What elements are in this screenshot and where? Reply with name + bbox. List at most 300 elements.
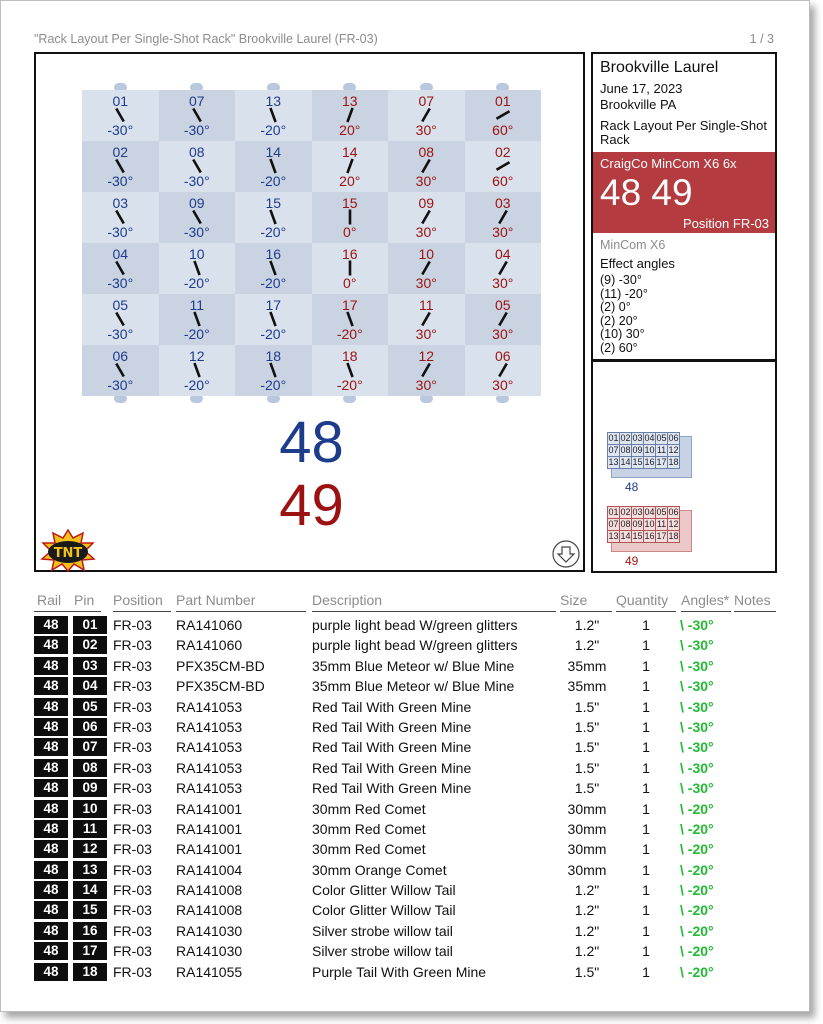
cell-angle: \ -30° (680, 739, 714, 756)
rack-cell (235, 294, 312, 345)
cell-number: 06 (494, 348, 511, 364)
cell-description: Purple Tail With Green Mine (312, 963, 487, 980)
angle-tube-line (116, 109, 124, 122)
pin-badge: 10 (73, 800, 107, 818)
cell-description: Red Tail With Green Mine (312, 718, 472, 735)
table-row (34, 921, 774, 941)
rack-cell (312, 141, 389, 192)
cell-size: 1.5" (574, 963, 600, 980)
rack-layout-panel (34, 52, 585, 572)
cell-angle: 30° (492, 275, 514, 291)
rail-badge: 48 (34, 861, 68, 879)
cell-angle: -20° (183, 377, 210, 393)
cell-description: Color Glitter Willow Tail (312, 882, 456, 899)
mini-rack-cell: 11 (656, 445, 667, 455)
cell-size: 30mm (567, 800, 607, 817)
device-name: CraigCo MinCom X6 6x (600, 156, 737, 171)
mini-rack-cell: 15 (632, 457, 643, 467)
cell-quantity: 1 (642, 617, 650, 633)
pin-badge: 14 (73, 881, 107, 899)
angle-tube-line (422, 364, 430, 377)
mini-rack-cell: 06 (668, 433, 679, 443)
pin-badge: 17 (73, 942, 107, 960)
angle-tube-line (116, 313, 124, 326)
cell-position: FR-03 (113, 841, 152, 858)
pin-badge: 18 (73, 963, 107, 981)
cell-position: FR-03 (113, 739, 152, 756)
cell-angle: \ -20° (680, 800, 714, 817)
show-date: June 17, 2023 (600, 81, 683, 96)
cell-description: 30mm Orange Comet (312, 861, 447, 878)
angle-tube-line (422, 211, 430, 224)
angle-tube-icon (493, 107, 513, 123)
mini-rack-cell: 07 (608, 445, 619, 455)
angle-tube-icon (493, 311, 513, 327)
cell-angle: -30° (183, 224, 210, 240)
table-row (34, 737, 774, 757)
mini-racks-panel (591, 360, 777, 573)
cell-number: 16 (265, 246, 282, 262)
cell-position: FR-03 (113, 820, 152, 837)
angle-tube-icon (187, 260, 207, 276)
cell-angle: \ -20° (680, 841, 714, 858)
angle-tube-icon (110, 260, 130, 276)
rack-cell (388, 192, 465, 243)
cell-number: 07 (188, 93, 205, 109)
rack-cell (82, 345, 159, 396)
cell-part-number: PFX35CM-BD (176, 657, 265, 674)
rail-badge: 48 (34, 840, 68, 858)
pin-badge: 15 (73, 901, 107, 919)
rail-badge: 48 (34, 718, 68, 736)
mini-rack-cell: 04 (644, 433, 655, 443)
rail-badge: 48 (34, 942, 68, 960)
cell-angle: -30° (107, 377, 134, 393)
cell-angle: 30° (415, 122, 437, 138)
cell-angle: 30° (415, 275, 437, 291)
rail-badge: 48 (34, 657, 68, 675)
pin-badge: 06 (73, 718, 107, 736)
pin-badge: 11 (73, 820, 107, 838)
pin-badge: 01 (73, 616, 107, 634)
effect-angle-item: (11) -20° (600, 286, 648, 301)
angle-tube-icon (110, 158, 130, 174)
cell-angle: \ -20° (680, 943, 714, 960)
angle-tube-line (270, 159, 275, 173)
col-header-angles: Angles* (681, 592, 730, 608)
angle-tube-icon (416, 209, 436, 225)
cell-size: 1.2" (574, 882, 600, 899)
angle-tube-icon (110, 311, 130, 327)
cell-angle: 30° (415, 173, 437, 189)
cell-number: 17 (341, 297, 358, 313)
angle-tube-icon (263, 311, 283, 327)
cell-angle: \ -20° (680, 820, 714, 837)
col-header-size: Size (560, 592, 588, 608)
mini-rack-cell: 13 (608, 531, 619, 541)
pin-badge: 08 (73, 759, 107, 777)
device-panel (593, 152, 775, 233)
cell-number: 07 (418, 93, 435, 109)
cell-quantity: 1 (642, 718, 650, 735)
mini-rack-cell: 07 (608, 519, 619, 529)
pin-badge: 16 (73, 922, 107, 940)
cell-description: 30mm Red Comet (312, 800, 426, 817)
angle-tube-line (116, 262, 124, 275)
cell-number: 15 (341, 195, 358, 211)
mini-rack-cell: 06 (668, 507, 679, 517)
mini-rack-cell: 17 (656, 457, 667, 467)
rack-cell (388, 90, 465, 141)
cell-size: 35mm (567, 678, 607, 695)
col-header-pin: Pin (74, 592, 95, 608)
col-header-rail: Rail (37, 592, 62, 608)
rail-badge: 48 (34, 677, 68, 695)
cell-size: 30mm (567, 820, 607, 837)
rack-cell (388, 345, 465, 396)
mini-rack-cell: 13 (608, 457, 619, 467)
cell-size: 1.2" (574, 902, 600, 919)
mini-rack-cell: 10 (644, 445, 655, 455)
table-row (34, 799, 774, 819)
cell-number: 01 (112, 93, 129, 109)
cell-angle: -20° (336, 326, 363, 342)
cell-size: 1.2" (574, 637, 600, 654)
cell-number: 09 (418, 195, 435, 211)
cell-description: Color Glitter Willow Tail (312, 902, 456, 919)
angle-tube-icon (263, 362, 283, 378)
cell-number: 03 (494, 195, 511, 211)
cell-position: FR-03 (113, 882, 152, 899)
cell-number: 05 (494, 297, 511, 313)
mini-rack-cell: 08 (620, 445, 631, 455)
cell-angle: \ -20° (680, 963, 714, 980)
cell-angle: \ -30° (680, 718, 714, 735)
mini-rack-cell: 14 (620, 531, 631, 541)
angle-tube-line (499, 313, 507, 326)
cell-angle: -30° (107, 275, 134, 291)
angle-tube-icon (340, 260, 360, 276)
cell-number: 02 (112, 144, 129, 160)
angle-tube-icon (493, 209, 513, 225)
col-header-part-number: Part Number (176, 592, 256, 608)
rail-badge: 48 (34, 759, 68, 777)
mini-rack-cell: 16 (644, 531, 655, 541)
cell-quantity: 1 (642, 678, 650, 695)
cell-angle: 0° (343, 224, 357, 240)
angle-tube-icon (340, 158, 360, 174)
table-row (34, 839, 774, 859)
mini-rack-cell: 10 (644, 519, 655, 529)
table-row (34, 635, 774, 655)
cell-angle: 30° (415, 377, 437, 393)
rack-cell (159, 345, 236, 396)
cell-number: 11 (418, 297, 434, 313)
rack-cell (82, 294, 159, 345)
cell-number: 08 (188, 144, 205, 160)
angle-tube-icon (187, 209, 207, 225)
rack-cell (235, 243, 312, 294)
rail-badge: 48 (34, 922, 68, 940)
angle-tube-line (499, 262, 507, 275)
cell-number: 12 (418, 348, 435, 364)
rail-badge: 48 (34, 738, 68, 756)
cell-angle: \ -30° (680, 657, 714, 674)
angle-tube-icon (340, 209, 360, 225)
cell-angle: -20° (183, 275, 210, 291)
cell-part-number: RA141053 (176, 698, 243, 715)
report-title: "Rack Layout Per Single-Shot Rack" Brookville Laurel (FR-03) (34, 32, 378, 46)
cell-position: FR-03 (113, 637, 152, 654)
cell-number: 13 (265, 93, 282, 109)
cell-part-number: RA141060 (176, 637, 243, 654)
cell-quantity: 1 (642, 800, 650, 817)
pin-badge: 02 (73, 636, 107, 654)
pin-badge: 13 (73, 861, 107, 879)
cell-number: 06 (112, 348, 129, 364)
cell-position: FR-03 (113, 902, 152, 919)
cell-angle: \ -20° (680, 861, 714, 878)
cell-description: 35mm Blue Meteor w/ Blue Mine (312, 657, 515, 674)
cell-angle: -30° (183, 122, 210, 138)
cell-quantity: 1 (642, 963, 650, 980)
rack-cell (465, 345, 542, 396)
rack-cell (312, 192, 389, 243)
angle-tube-icon (340, 362, 360, 378)
mini-rack-label: 49 (625, 554, 639, 568)
angle-tube-icon (110, 362, 130, 378)
angle-tube-icon (340, 107, 360, 123)
layout-title: Rack Layout Per Single-Shot Rack (600, 118, 767, 147)
scroll-down-arrow-icon[interactable] (551, 539, 581, 574)
angle-tube-icon (187, 107, 207, 123)
table-row (34, 962, 774, 982)
cell-number: 02 (494, 144, 511, 160)
page-indicator: 1 / 3 (749, 32, 774, 46)
rack-cell (465, 90, 542, 141)
cell-part-number: RA141053 (176, 739, 243, 756)
mini-rack-label: 48 (625, 480, 639, 494)
rail-badge: 48 (34, 963, 68, 981)
cell-number: 04 (494, 246, 511, 262)
rail-number-blue: 48 (279, 410, 344, 475)
angle-tube-icon (416, 311, 436, 327)
cell-position: FR-03 (113, 861, 152, 878)
cell-angle: -20° (260, 275, 287, 291)
angle-tube-icon (187, 158, 207, 174)
rack-cell (159, 294, 236, 345)
rack-cell (388, 141, 465, 192)
cell-position: FR-03 (113, 678, 152, 695)
cell-angle: \ -30° (680, 678, 714, 695)
mini-rack-cell: 02 (620, 507, 631, 517)
cell-angle: \ -20° (680, 922, 714, 939)
cell-size: 30mm (567, 841, 607, 858)
cell-angle: \ -30° (680, 759, 714, 776)
angle-tube-icon (340, 311, 360, 327)
cell-number: 16 (341, 246, 358, 262)
rack-cell (312, 345, 389, 396)
rail-badge: 48 (34, 636, 68, 654)
angle-tube-line (193, 160, 201, 173)
show-location: Brookville PA (600, 97, 677, 112)
angle-tube-line (270, 261, 275, 275)
cell-part-number: RA141030 (176, 943, 243, 960)
cell-size: 30mm (567, 861, 607, 878)
mini-rack-cell: 05 (656, 507, 667, 517)
angle-tube-line (270, 210, 275, 224)
cell-position: FR-03 (113, 963, 152, 980)
effect-angle-item: (2) 0° (600, 300, 631, 315)
cell-angle: -20° (260, 122, 287, 138)
table-row (34, 676, 774, 696)
rack-cell (82, 192, 159, 243)
rail-number-red: 49 (279, 473, 344, 538)
cell-description: 30mm Red Comet (312, 820, 426, 837)
cell-position: FR-03 (113, 617, 152, 633)
rack-cell (388, 294, 465, 345)
cell-number: 10 (188, 246, 205, 262)
pin-badge: 12 (73, 840, 107, 858)
angle-tube-icon (263, 107, 283, 123)
cell-angle: \ -30° (680, 617, 714, 633)
cell-part-number: RA141004 (176, 861, 243, 878)
cell-size: 1.5" (574, 759, 600, 776)
table-row (34, 697, 774, 717)
cell-description: Red Tail With Green Mine (312, 698, 472, 715)
device-rails: 48 49 (600, 172, 693, 213)
cell-angle: 30° (492, 224, 514, 240)
cell-angle: 30° (415, 326, 437, 342)
logo-text: TNT (53, 546, 83, 561)
mini-rack-cell: 08 (620, 519, 631, 529)
device-model: MinCom X6 (600, 238, 666, 252)
table-row (34, 900, 774, 920)
rack-cell (82, 90, 159, 141)
cell-angle: \ -30° (680, 637, 714, 654)
cell-description: Red Tail With Green Mine (312, 780, 472, 797)
angle-tube-icon (187, 362, 207, 378)
cell-size: 1.2" (574, 922, 600, 939)
cell-size: 1.5" (574, 718, 600, 735)
mini-rack-cell: 09 (632, 519, 643, 529)
angle-tube-line (270, 363, 275, 377)
angle-tube-line (193, 211, 201, 224)
cell-position: FR-03 (113, 657, 152, 674)
mini-rack-cell: 12 (668, 445, 679, 455)
cell-number: 11 (189, 297, 205, 313)
angle-tube-icon (416, 158, 436, 174)
mini-rack-cell: 18 (668, 531, 679, 541)
cell-number: 01 (494, 93, 511, 109)
angle-tube-icon (110, 209, 130, 225)
rack-cell (159, 141, 236, 192)
cell-quantity: 1 (642, 841, 650, 858)
angle-tube-line (194, 363, 199, 377)
cell-number: 09 (188, 195, 205, 211)
cell-quantity: 1 (642, 759, 650, 776)
mini-rack-cell: 12 (668, 519, 679, 529)
angle-tube-icon (263, 158, 283, 174)
rack-cell (312, 243, 389, 294)
cell-number: 15 (265, 195, 282, 211)
cell-angle: -30° (183, 173, 210, 189)
cell-quantity: 1 (642, 902, 650, 919)
col-header-description: Description (312, 592, 383, 608)
cell-quantity: 1 (642, 820, 650, 837)
pin-badge: 04 (73, 677, 107, 695)
cell-position: FR-03 (113, 780, 152, 797)
cell-angle: -20° (183, 326, 210, 342)
mini-rack-cell: 09 (632, 445, 643, 455)
cell-size: 1.5" (574, 780, 600, 797)
cell-angle: 20° (339, 122, 361, 138)
angle-tube-line (116, 211, 124, 224)
angle-tube-icon (493, 158, 513, 174)
col-header-quantity: Quantity (616, 592, 669, 608)
mini-rack-48 (607, 432, 680, 469)
col-header-position: Position (113, 592, 163, 608)
cell-quantity: 1 (642, 861, 650, 878)
mini-rack-cell: 01 (608, 433, 619, 443)
effect-angles-list (600, 274, 648, 356)
cell-size: 35mm (567, 657, 607, 674)
angle-tube-line (116, 364, 124, 377)
cell-description: Silver strobe willow tail (312, 922, 453, 939)
cell-position: FR-03 (113, 943, 152, 960)
cell-number: 10 (418, 246, 435, 262)
cell-angle: -20° (260, 224, 287, 240)
parts-table (34, 615, 774, 982)
angle-tube-line (499, 364, 507, 377)
rack-cell (82, 243, 159, 294)
angle-tube-line (270, 108, 275, 122)
angle-tube-icon (416, 362, 436, 378)
cell-description: 35mm Blue Meteor w/ Blue Mine (312, 678, 515, 695)
angle-tube-line (270, 312, 275, 326)
angle-tube-line (496, 111, 509, 119)
cell-part-number: RA141008 (176, 882, 243, 899)
angle-tube-line (347, 312, 352, 326)
cell-position: FR-03 (113, 922, 152, 939)
cell-angle: 30° (415, 224, 437, 240)
table-row (34, 778, 774, 798)
rack-cell (159, 90, 236, 141)
rack-cell (235, 90, 312, 141)
cell-part-number: RA141060 (176, 617, 243, 633)
cell-angle: 30° (492, 326, 514, 342)
cell-number: 17 (265, 297, 282, 313)
mini-rack-cell: 18 (668, 457, 679, 467)
cell-part-number: RA141053 (176, 759, 243, 776)
cell-part-number: RA141008 (176, 902, 243, 919)
cell-description: Red Tail With Green Mine (312, 759, 472, 776)
show-name: Brookville Laurel (600, 59, 719, 76)
cell-number: 04 (112, 246, 129, 262)
cell-angle: 30° (492, 377, 514, 393)
cell-angle: -30° (107, 122, 134, 138)
cell-number: 08 (418, 144, 435, 160)
rack-cell (388, 243, 465, 294)
table-row (34, 941, 774, 961)
cell-number: 18 (265, 348, 282, 364)
cell-angle: 60° (492, 122, 514, 138)
rail-badge: 48 (34, 901, 68, 919)
cell-size: 1.5" (574, 698, 600, 715)
cell-size: 1.2" (574, 617, 600, 633)
rack-cell (82, 141, 159, 192)
cell-angle: \ -30° (680, 780, 714, 797)
